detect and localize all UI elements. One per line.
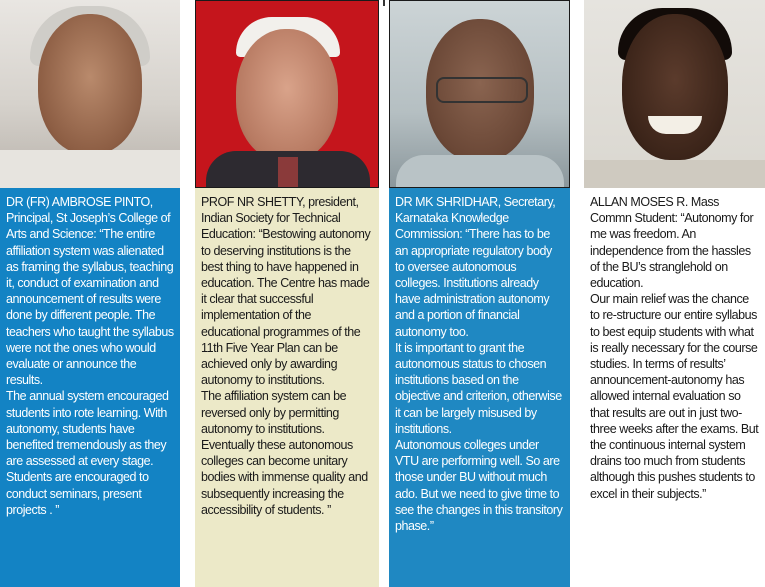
quote-mk-shridhar: DR MK SHRIDHAR, Secretary, Karnataka Knowledge Commission: “There has to be an appropriate regulatory body to oversee autonomous colleges. Institutions already have administration autonomy and a portion of financial autonomy too. It is important to grant the autonomous status to chosen institutions based on the objective and criterion, otherwise it can be largely misused by institutions. Autonomous colleges under VTU are performing well. So are those under BU without much ado. But we need to give time to see the changes in this transitory phase.”: [389, 188, 570, 587]
column-mk-shridhar: [389, 0, 570, 587]
column-rule-mark: [383, 0, 385, 6]
column-nr-shetty: [195, 0, 379, 587]
portrait-nr-shetty: [195, 0, 379, 188]
portrait-ambrose-pinto: [0, 0, 180, 188]
column-allan-moses: [584, 0, 765, 587]
column-ambrose-pinto: [0, 0, 180, 587]
quote-allan-moses: ALLAN MOSES R. Mass Commn Student: “Autonomy for me was freedom. An independence from the hassles of the BU’s stranglehold on education. Our main relief was the chance to re-structure our entire syllabus to best equip students with what is really necessary for the course studies. In terms of results’ announcement-autonomy has allowed internal evaluation so that results are out in just two-three weeks after the exams. But the continuous internal system drains too much from students although this pushes students to excel in their subjects.”: [584, 188, 765, 587]
portrait-mk-shridhar: [389, 0, 570, 188]
quote-nr-shetty: PROF NR SHETTY, president, Indian Society for Technical Education: “Bestowing autonomy to deserving institutions is the best thing to have happened in education. The Centre has made it clear that successful implementation of the educational programmes of the 11th Five Year Plan can be achieved only by awarding autonomy to institutions. The affiliation system can be reversed only by permitting autonomy to institutions. Eventually these autonomous colleges can become unitary bodies with immense quality and subsequently increasing the accessibility of students. ”: [195, 188, 379, 587]
portrait-allan-moses: [584, 0, 765, 188]
quote-ambrose-pinto: DR (FR) AMBROSE PINTO, Principal, St Joseph’s College of Arts and Science: “The entire affiliation system was alienated as framing the syllabus, teaching it, conduct of examination and announcement of results were done by different people. The teachers who taught the syllabus were not the ones who would evaluate or announce the results. The annual system encouraged students into rote learning. With autonomy, students have benefited tremendously as they are assessed at every stage. Students are encouraged to conduct seminars, present projects . ”: [0, 188, 180, 587]
